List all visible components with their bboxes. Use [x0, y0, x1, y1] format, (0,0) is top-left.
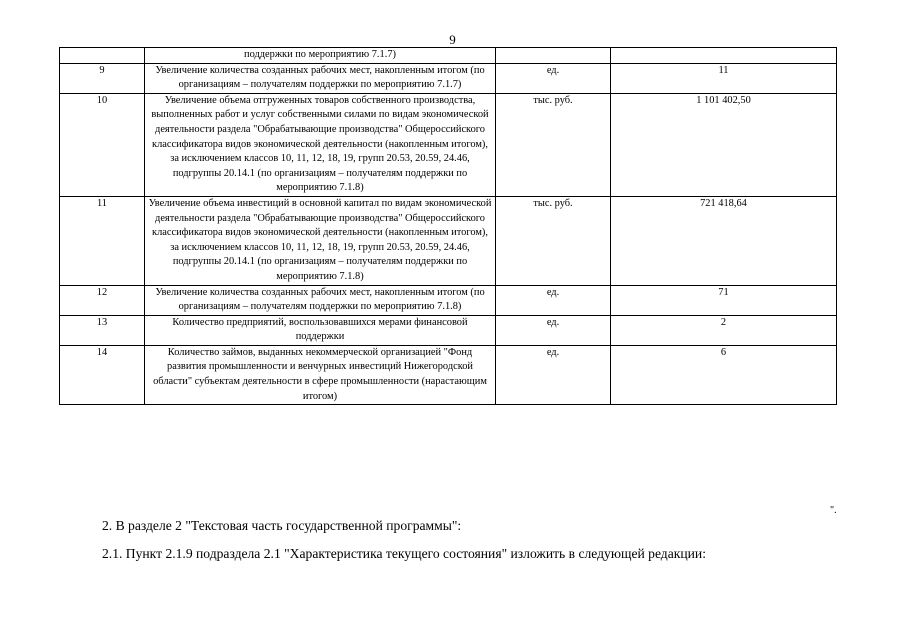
- table-row: [60, 48, 837, 64]
- indicator-name: Увеличение объема инвестиций в основной капитал по видам экономической деятельности раздела "Обрабатывающие производства" Общероссийского классификатора видов экономической деятельности (накопленным итогом), за исключением классов 10, 11, 12, 18, 19, групп 20.53, 20.59, 24.46, подгруппы 20.14.1 (по организациям – получателям поддержки по мероприятию 7.1.8): [145, 196, 496, 285]
- value: [611, 48, 837, 64]
- value: 11: [611, 63, 837, 93]
- unit: ед.: [496, 285, 611, 315]
- table-row: [60, 93, 837, 196]
- row-number: [60, 48, 145, 64]
- unit: ед.: [496, 315, 611, 345]
- paragraph-item-2-1: 2.1. Пункт 2.1.9 подраздела 2.1 "Характеристика текущего состояния" изложить в следующей редакции:: [102, 546, 706, 561]
- indicators-table: [59, 47, 837, 405]
- value: 1 101 402,50: [611, 93, 837, 196]
- closing-quote: ".: [830, 505, 837, 516]
- table-row: [60, 315, 837, 345]
- unit: ед.: [496, 63, 611, 93]
- unit: [496, 48, 611, 64]
- paragraph-section-2: 2. В разделе 2 "Текстовая часть государственной программы":: [102, 518, 462, 533]
- indicator-name: поддержки по мероприятию 7.1.7): [145, 48, 496, 64]
- row-number: 11: [60, 196, 145, 285]
- indicator-name: Увеличение объема отгруженных товаров собственного производства, выполненных работ и услуг собственными силами по видам экономической деятельности раздела "Обрабатывающие производства" Общероссийского классификатора видов экономической деятельности (накопленным итогом), за исключением классов 10, 11, 12, 18, 19, групп 20.53, 20.59, 24.46, подгруппы 20.14.1 (по организациям – получателям поддержки по мероприятию 7.1.8): [145, 93, 496, 196]
- table-row: [60, 345, 837, 404]
- row-number: 13: [60, 315, 145, 345]
- indicator-name: Увеличение количества созданных рабочих мест, накопленным итогом (по организациям – получателям поддержки по мероприятию 7.1.8): [145, 285, 496, 315]
- table-row: [60, 196, 837, 285]
- value: 6: [611, 345, 837, 404]
- value: 71: [611, 285, 837, 315]
- row-number: 12: [60, 285, 145, 315]
- unit: ед.: [496, 345, 611, 404]
- table-row: [60, 285, 837, 315]
- value: 721 418,64: [611, 196, 837, 285]
- row-number: 14: [60, 345, 145, 404]
- indicator-name: Увеличение количества созданных рабочих мест, накопленным итогом (по организациям – получателям поддержки по мероприятию 7.1.7): [145, 63, 496, 93]
- table-row: [60, 63, 837, 93]
- row-number: 10: [60, 93, 145, 196]
- unit: тыс. руб.: [496, 196, 611, 285]
- value: 2: [611, 315, 837, 345]
- row-number: 9: [60, 63, 145, 93]
- indicator-name: Количество займов, выданных некоммерческой организацией "Фонд развития промышленности и венчурных инвестиций Нижегородской области" субъектам деятельности в сфере промышленности (нарастающим итогом): [145, 345, 496, 404]
- unit: тыс. руб.: [496, 93, 611, 196]
- page-number: 9: [449, 32, 456, 47]
- indicator-name: Количество предприятий, воспользовавшихся мерами финансовой поддержки: [145, 315, 496, 345]
